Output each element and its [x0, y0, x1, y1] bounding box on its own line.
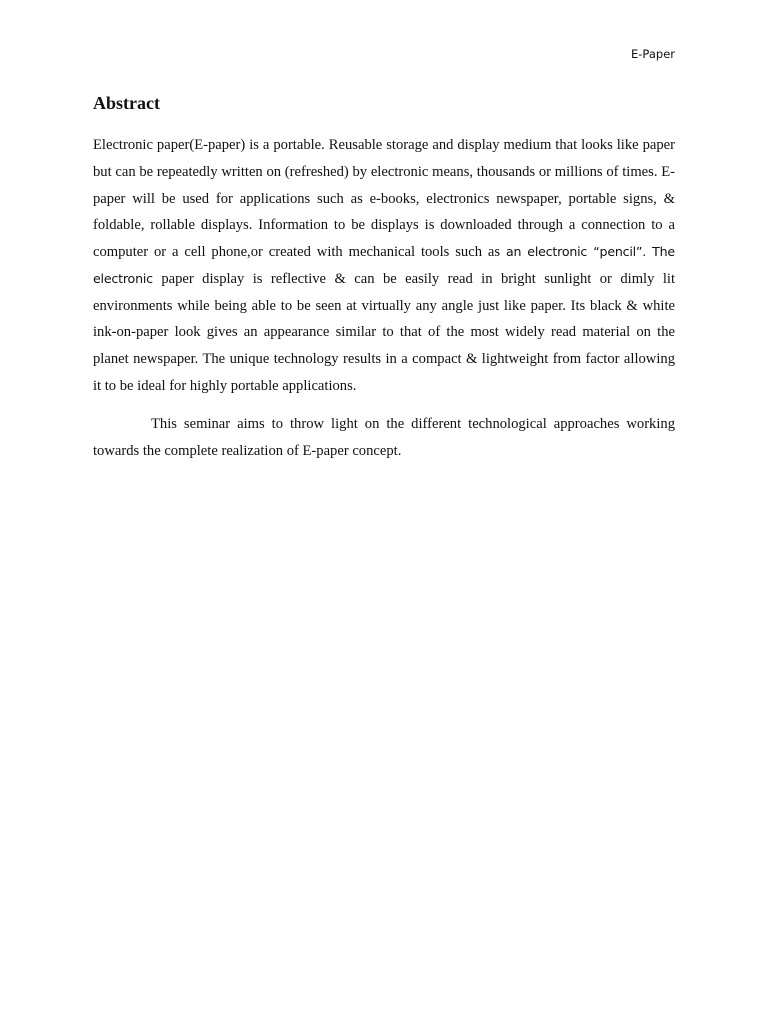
section-title: Abstract [93, 93, 160, 113]
paragraph-text-run: Electronic paper(E-paper) is a portable. Reusable storage and display medium that looks like paper but can be repeatedly written on (refreshed) by electronic means, thousands or millions of times. E-paper will be used for applications such as e-books, electronics newspaper, portable signs, & foldable, rollable displays. Information to be displays is downloaded through a connection to a computer or a cell phone,or created with mechanical tools such as [93, 137, 675, 260]
running-header: E-Paper [631, 47, 675, 61]
paragraph-text-run-sans: an electronic “pencil”. The electronic [93, 244, 675, 286]
abstract-paragraph-2: This seminar aims to throw light on the different technological approaches working towards the complete realization of E-paper concept. [93, 416, 675, 459]
paragraph-text-run: paper display is reflective & can be easily read in bright sunlight or dimly lit environments while being able to be seen at virtually any angle just like paper. Its black & white ink-on-paper look gives an appearance similar to that of the most widely read material on the planet newspaper. The unique technology results in a compact & lightweight from factor allowing it to be ideal for highly portable applications. [93, 270, 675, 394]
abstract-paragraph-1 [93, 132, 675, 400]
